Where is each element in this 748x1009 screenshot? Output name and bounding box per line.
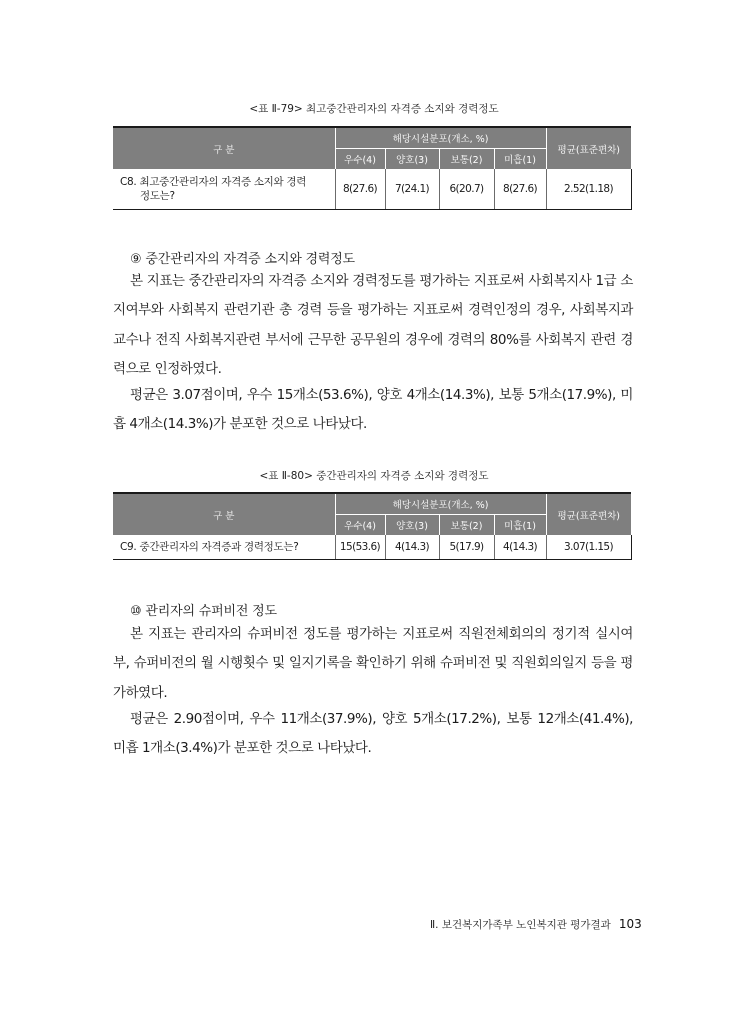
section9-para1-text: 본 지표는 중간관리자의 자격증 소지와 경력정도를 평가하는 지표로써 사회복지사 1급 소지여부와 사회복지 관련기관 총 경력 등을 평가하는 지표로써 경력인정의 경우, 사회복지과 교수나 전직 사회복지관련 부서에 근무한 공무원의 경우에 경력의 80%를 사회복지 관련 경력으로 인정하였다. [113,273,633,377]
section10-para2-text: 평균은 2.90점이며, 우수 11개소(37.9%), 양호 5개소(17.2%), 보통 12개소(41.4%), 미흡 1개소(3.4%)가 분포한 것으로 나타났다. [113,711,633,757]
table80-header-gubun: 구 분 [113,493,335,535]
table-row [113,169,631,209]
table79-row-label [113,169,335,209]
table79 [113,126,632,210]
table80-mean: 3.07(1.15) [546,535,631,559]
table80-value-poor: 4(14.3) [494,535,546,559]
page-number: 103 [618,917,642,931]
table79-sub-poor: 미흡(1) [494,148,546,169]
table80-sub-average: 보통(2) [439,514,494,535]
table80-header-dist: 해당시설분포(개소, %) [335,493,546,514]
table79-value-good: 7(24.1) [385,169,439,209]
table79-sub-good: 양호(3) [385,148,439,169]
footer-running-title: Ⅱ. 보건복지가족부 노인복지관 평가결과 [430,919,611,931]
table80-sub-poor: 미흡(1) [494,514,546,535]
table79-sub-excellent: 우수(4) [335,148,385,169]
table80-sub-excellent: 우수(4) [335,514,385,535]
table80-caption: <표 Ⅱ-80> 중간관리자의 자격증 소지와 경력정도 [259,470,489,482]
table79-caption: <표 Ⅱ-79> 최고중간관리자의 자격증 소지와 경력정도 [249,103,499,115]
table80-value-excellent: 15(53.6) [335,535,385,559]
table79-value-average: 6(20.7) [439,169,494,209]
table79-sub-average: 보통(2) [439,148,494,169]
table79-header-mean: 평균(표준편차) [546,127,631,169]
section10-para1 [113,620,633,708]
section10-para1-text: 본 지표는 관리자의 슈퍼비전 정도를 평가하는 지표로써 직원전체회의의 정기적 실시여부, 슈퍼비전의 월 시행횟수 및 일지기록을 확인하기 위해 슈퍼비전 및 직원회의일지 등을 평가하였다. [113,626,633,701]
table79-header-dist: 해당시설분포(개소, %) [335,127,546,148]
table80-header-mean: 평균(표준편차) [546,493,631,535]
table80-row-label [113,535,335,559]
page-footer [430,917,642,932]
table80 [113,492,632,560]
table79-value-poor: 8(27.6) [494,169,546,209]
table80-sub-good: 양호(3) [385,514,439,535]
section9-para2 [113,381,633,440]
section10-para2 [113,705,633,764]
table79-header-gubun: 구 분 [113,127,335,169]
table79-row-label-line1: C8. 최고중간관리자의 자격증 소지와 경력 [120,175,307,188]
section9-heading: ⑨ 중간관리자의 자격증 소지와 경력정도 [130,252,355,267]
table79-row-label-line2: 정도는? [140,189,175,202]
section9-para1 [113,267,633,384]
table79-value-excellent: 8(27.6) [335,169,385,209]
section9-para2-text: 평균은 3.07점이며, 우수 15개소(53.6%), 양호 4개소(14.3%), 보통 5개소(17.9%), 미흡 4개소(14.3%)가 분포한 것으로 나타났다. [113,387,633,433]
table79-mean: 2.52(1.18) [546,169,631,209]
table80-value-average: 5(17.9) [439,535,494,559]
table-row [113,535,631,559]
table80-value-good: 4(14.3) [385,535,439,559]
section10-heading: ⑩ 관리자의 슈퍼비전 정도 [130,604,277,619]
table80-row-label-text: C9. 중간관리자의 자격증과 경력정도는? [120,540,299,553]
